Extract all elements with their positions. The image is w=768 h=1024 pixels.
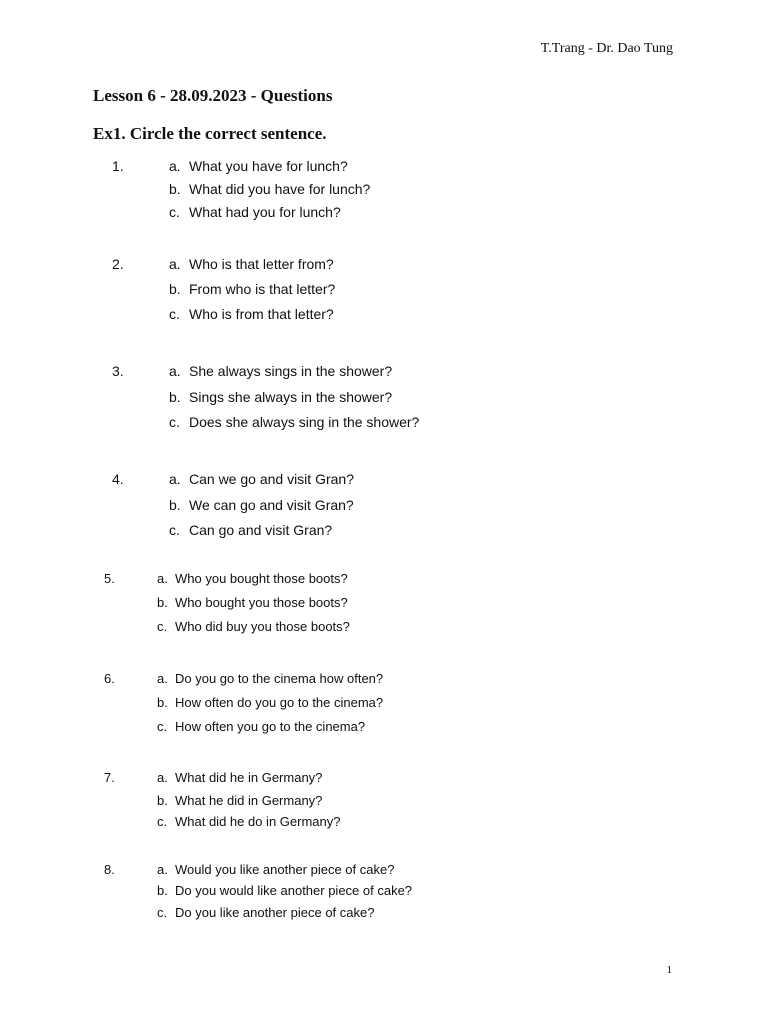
option-a[interactable]: a. Who you bought those boots? xyxy=(157,571,348,586)
question-number: 7. xyxy=(104,770,115,785)
question-number: 1. xyxy=(112,158,124,174)
option-b[interactable]: b. What did you have for lunch? xyxy=(169,181,371,197)
option-a[interactable]: a. Who is that letter from? xyxy=(169,256,334,272)
option-c[interactable]: c. How often you go to the cinema? xyxy=(157,719,366,734)
option-c[interactable]: c. Who did buy you those boots? xyxy=(157,619,350,634)
question-number: 4. xyxy=(112,471,124,487)
option-a[interactable]: a. Would you like another piece of cake? xyxy=(157,862,395,877)
option-b[interactable]: b. What he did in Germany? xyxy=(157,793,323,808)
option-b[interactable]: b. Who bought you those boots? xyxy=(157,595,348,610)
page-number: 1 xyxy=(666,964,672,976)
option-a[interactable]: a. Can we go and visit Gran? xyxy=(169,471,354,487)
lesson-title: Lesson 6 - 28.09.2023 - Questions xyxy=(93,86,333,105)
option-a[interactable]: a. She always sings in the shower? xyxy=(169,363,393,379)
question-number: 6. xyxy=(104,671,115,686)
question-number: 3. xyxy=(112,363,124,379)
option-c[interactable]: c. Can go and visit Gran? xyxy=(169,522,333,538)
option-a[interactable]: a. Do you go to the cinema how often? xyxy=(157,671,384,686)
question-number: 5. xyxy=(104,571,115,586)
option-a[interactable]: a. What did he in Germany? xyxy=(157,770,323,785)
option-b[interactable]: b. Do you would like another piece of cake? xyxy=(157,883,413,898)
option-b[interactable]: b. How often do you go to the cinema? xyxy=(157,695,384,710)
question-number: 8. xyxy=(104,862,115,877)
option-c[interactable]: c. What had you for lunch? xyxy=(169,204,341,220)
option-a[interactable]: a. What you have for lunch? xyxy=(169,158,348,174)
exercise-title: Ex1. Circle the correct sentence. xyxy=(93,124,327,143)
option-b[interactable]: b. We can go and visit Gran? xyxy=(169,497,354,513)
option-c[interactable]: c. Who is from that letter? xyxy=(169,306,334,322)
option-b[interactable]: b. From who is that letter? xyxy=(169,281,336,297)
question-number: 2. xyxy=(112,256,124,272)
header-author: T.Trang - Dr. Dao Tung xyxy=(540,41,673,56)
option-c[interactable]: c. Does she always sing in the shower? xyxy=(169,414,420,430)
option-b[interactable]: b. Sings she always in the shower? xyxy=(169,389,393,405)
option-c[interactable]: c. What did he do in Germany? xyxy=(157,814,341,829)
option-c[interactable]: c. Do you like another piece of cake? xyxy=(157,905,375,920)
